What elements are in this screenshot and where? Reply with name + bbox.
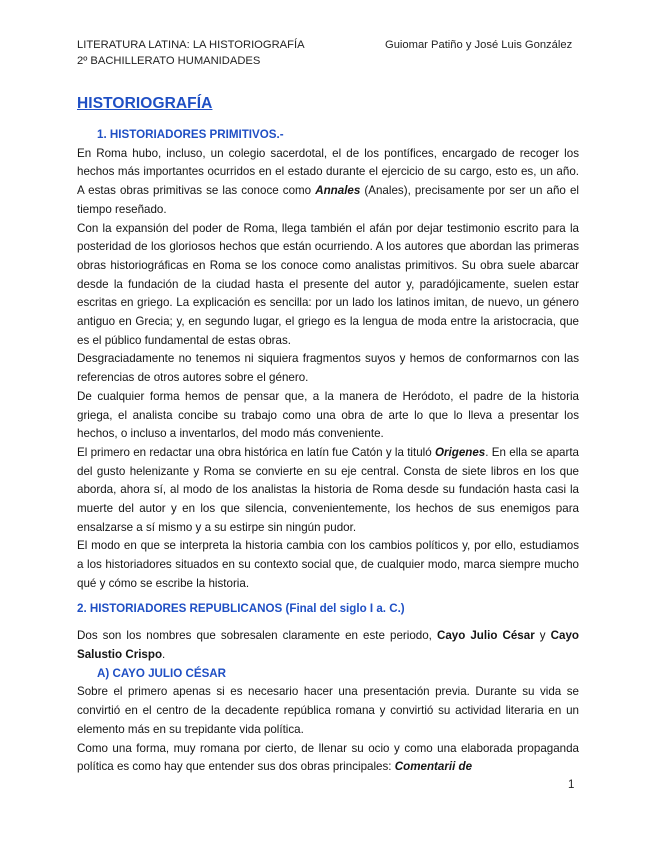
term-annales: Annales [315,184,361,198]
section-1-paragraph-6: El modo en que se interpreta la historia cambia con los cambios políticos y, por ello, estudiamos a los historiadores situados en su contexto social que, de cualquier modo, marca siempre mucho qué y cómo se escribe la historia. [77,539,579,590]
page-header-left [77,37,305,69]
section-2-paragraph-3: Como una forma, muy romana por cierto, de llenar su ocio y como una elaborada propaganda política es como hay que entender sus dos obras principales: Comentarii de [77,741,579,774]
header-course-level: 2º BACHILLERATO HUMANIDADES [77,55,261,67]
subsection-a-heading: A) CAYO JULIO CÉSAR [97,666,227,680]
section-1-paragraph-2: Con la expansión del poder de Roma, llega también el afán por dejar testimonio escrito para la posteridad de los gloriosos hechos que están ocurriendo. A los autores que abordan las primeras obras historiográficas en Roma se los conoce como analistas primitivos. Su obra suele abarcar desde la fundación de la ciudad hasta el presente del autor y, paradójicamente, suelen estar escritas en griego. La explicación es sencilla: por un lado los latinos imitan, de nuevo, un género antiguo en Grecia; y, en segundo lugar, el griego es la lengua de moda entre la aristocracia, que es el público fundamental de estas obras. [77,221,579,347]
header-authors: Guiomar Patiño y José Luis González [385,39,573,51]
term-origenes: Origenes [435,445,486,459]
section-2-paragraph-1: Dos son los nombres que sobresalen claramente en este periodo, Cayo Julio César y Cayo Salustio Crispo. [77,629,579,661]
section-1-paragraph-5: El primero en redactar una obra histórica en latín fue Catón y la tituló Origenes. En ella se aparta del gusto helenizante y Roma se convierte en su eje central. Consta de siete libros en los que aborda, ahora sí, al modo de los analistas la historia de Roma desde su fundación hasta casi la muerte del autor y en los que silencia, convenientemente, los hechos de sus enemigos para ensalzarse a sí mismo y a su estirpe sin ningún pudor. [77,445,579,534]
header-course-title: LITERATURA LATINA: LA HISTORIOGRAFÍA [77,39,305,51]
term-commentarii: Comentarii de [394,760,473,774]
name-cesar: Cayo Julio César [436,629,535,643]
section-1-heading: 1. HISTORIADORES PRIMITIVOS.- [97,128,284,141]
section-2-heading: 2. HISTORIADORES REPUBLICANOS (Final del siglo I a. C.) [77,601,405,615]
section-1-paragraph-4: De cualquier forma hemos de pensar que, a la manera de Heródoto, el padre de la historia griega, el analista concibe su trabajo como una obra de arte lo que lo lleva a presentar los hechos, o incluso a inventarlos, del modo más conveniente. [77,389,579,441]
document-title: HISTORIOGRAFÍA [77,95,213,112]
section-1-paragraph-1: En Roma hubo, incluso, un colegio sacerdotal, el de los pontífices, encargado de recoger los hechos más importantes ocurridos en el estado durante el ejercicio de su cargo, esto es, un año. A estas obras primitivas se las conoce como Annales (Anales), precisamente por ser un año el tiempo reseñado. [77,146,579,216]
section-1-paragraph-3: Desgraciadamente no tenemos ni siquiera fragmentos suyos y hemos de conformarnos con las referencias de otros autores sobre el género. [77,352,579,385]
page-number: 1 [568,779,575,791]
document-body [77,126,579,777]
name-salustio: Cayo Salustio Crispo [77,629,579,661]
section-2-paragraph-2: Sobre el primero apenas si es necesario hacer una presentación previa. Durante su vida se convirtió en el centro de la decadente república romana y convirtió su actividad literaria en un elemento más en su trepidante vida política. [77,685,579,736]
